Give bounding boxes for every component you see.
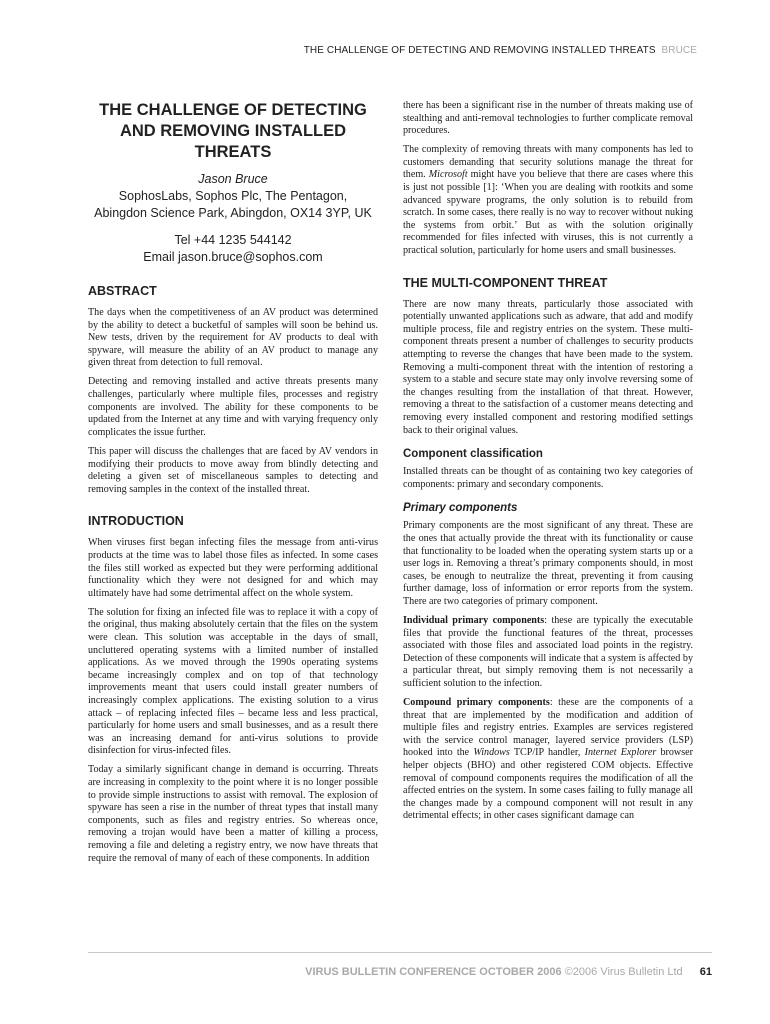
paper-title: THE CHALLENGE OF DETECTING AND REMOVING INSTALLED THREATS xyxy=(99,101,367,161)
continuation-paragraph: there has been a significant rise in the number of threats making use of stealthing and anti-removal technologies to further complicate removal procedures. xyxy=(403,100,693,137)
left-column xyxy=(88,100,378,872)
affiliation-line-1: SophosLabs, Sophos Plc, The Pentagon, xyxy=(118,189,348,203)
author-name: Jason Bruce xyxy=(198,172,268,186)
introduction-paragraph: Today a similarly significant change in demand is occurring. Threats are increasing in complexity to the point where it is no longer possible to provide simple instructions to assist with removal. The explosion of spyware has seen a rise in the number of threat types that install many components, such as files and registry entries. So whereas once, removing a trojan would have been a matter of killing a process, removing a file and deleting a registry entry, we now have threats that require the removal of many of each of these components. In addition xyxy=(88,764,378,864)
primary-components-heading: Primary components xyxy=(403,502,518,515)
complexity-text: might have you believe that there are cases where this is just not possible [1]: ‘When you are dealing with rootkits and some advanced spyware programs, the only solution is to rebuild from scratch. In some cases, there really is no way to recover without nuking the systems from orbit.’ But as with the solution originally recommended for files infected with viruses, this is not currently a practical solution, particularly for home users and small businesses. xyxy=(403,169,694,257)
microsoft-name: Microsoft xyxy=(428,169,468,181)
multi-component-heading: THE MULTI-COMPONENT THREAT xyxy=(403,275,608,290)
footer-copyright: ©2006 Virus Bulletin Ltd xyxy=(564,966,683,978)
individual-primary-paragraph xyxy=(403,615,693,691)
right-column xyxy=(403,100,693,830)
compound-primary-paragraph xyxy=(403,697,693,823)
individual-primary-text: : these are typically the executable files that provide the functional features of the threat, processes associated with those files and associated load points in the registry. Detection of these components will indicate that a system is affected by a particular threat, but simply removing them is not necessarily a sufficient solution to the infection. xyxy=(403,615,693,689)
page-number: 61 xyxy=(699,966,712,978)
abstract-heading: ABSTRACT xyxy=(88,284,157,298)
compound-primary-label: Compound primary components xyxy=(403,697,550,709)
compound-primary-text: : these are the components of a threat that are implemented by the modification and addition of multiple files and registry entries. Examples are services registered with the service control manager, layered service providers (LSP) hooked into the xyxy=(403,697,693,759)
component-classification-paragraph: Installed threats can be thought of as containing two key categories of components: primary and secondary components. xyxy=(403,466,693,490)
introduction-paragraph: When viruses first began infecting files the message from anti-virus products at the time was to label those files as infected. In some cases the files still worked as expected but they were performing additional functionality which they were not designed for and which may ultimately have had some detrimental affect on the whole system. xyxy=(88,537,378,599)
author-block xyxy=(88,171,378,266)
footer-divider xyxy=(88,952,712,953)
component-classification-heading: Component classification xyxy=(403,448,543,461)
primary-components-paragraph: Primary components are the most significant of any threat. These are the ones that actually provide the threat with its functionality or cause that functionality to be loaded when the operating system starts up or a user logs in. Removing a threat’s primary components should, in most cases, be enough to neutralize the threat, preventing it from causing further damage, loss of information or error reports from the system. There are two categories of primary component. xyxy=(403,520,693,607)
page-footer xyxy=(305,966,712,978)
internet-explorer-name: Internet Explorer xyxy=(584,747,657,759)
affiliation-line-2: Abingdon Science Park, Abingdon, OX14 3YP, UK xyxy=(94,206,372,220)
abstract-paragraph: The days when the competitiveness of an AV product was determined by the ability to detect a bucketful of samples will soon be behind us. New tests, driven by the requirement for AV products to deal with spyware, will measure the ability of an AV product to manage any given threat from detection to full removal. xyxy=(88,307,378,369)
telephone: Tel +44 1235 544142 xyxy=(174,233,292,247)
abstract-paragraph: This paper will discuss the challenges that are faced by AV vendors in modifying their products to move away from blindly detecting and deleting a given set of miscellaneous samples to detecting and removing samples in the context of the installed threat. xyxy=(88,445,378,495)
complexity-text: The complexity of removing threats with many components has led to customers demanding that security solutions manage the threat for them. xyxy=(403,144,693,181)
running-title: THE CHALLENGE OF DETECTING AND REMOVING INSTALLED THREATS xyxy=(303,45,656,56)
complexity-paragraph xyxy=(403,144,693,257)
email: Email jason.bruce@sophos.com xyxy=(143,250,323,264)
introduction-paragraph: The solution for fixing an infected file was to replace it with a copy of the original, thus making absolutely certain that the files on the system were clean. This solution was acceptable in the days of small, uncluttered operating systems with a limited number of installed applications. As we moved through the 1990s operating systems became increasingly complex and on top of that technology improvements meant that users could install greater numbers of increasingly complex applications. The existing solution to a virus attack – of replacing infected files – became less and less practical, particularly for home users and small businesses, and as a result there was an increasing demand for anti-virus solutions to provide disinfection for virus-infected files. xyxy=(88,606,378,757)
compound-primary-text: browser helper objects (BHO) and other registered COM objects. Effective removal of compound components requires the modification of all the affected entries on the system. In some cases failing to fully manage all the changes made by a compound component will not result in any detrimental effects; in other cases significant damage can xyxy=(403,747,693,822)
running-author: BRUCE xyxy=(661,45,697,56)
running-header xyxy=(304,45,697,56)
individual-primary-label: Individual primary components xyxy=(403,615,545,626)
windows-name: Windows xyxy=(473,747,510,759)
footer-conference: VIRUS BULLETIN CONFERENCE OCTOBER 2006 xyxy=(305,966,562,978)
multi-component-paragraph: There are now many threats, particularly those associated with potentially unwanted applications such as adware, that add and modify multiple process, file and registry entries on the system. These multi-component threats present a number of challenges to security products attempting to reverse the changes that have been made to the system. Removing a multi-component threat with the intention of restoring a system to a stable and secure state may only involve reversing some of the changes resulting from the installation of that threat. However, removing a threat to the satisfaction of a customer means detecting and removing every installed component and restoring modified settings back to their original values. xyxy=(403,298,693,436)
compound-primary-text: TCP/IP handler, xyxy=(509,747,585,759)
introduction-heading: INTRODUCTION xyxy=(88,514,184,529)
abstract-paragraph: Detecting and removing installed and active threats presents many challenges, particularly where multiple files, processes and registry components are involved. The ability for these components to be updated from the Internet at any time and with varying frequency only complicates the issue further. xyxy=(88,376,378,438)
